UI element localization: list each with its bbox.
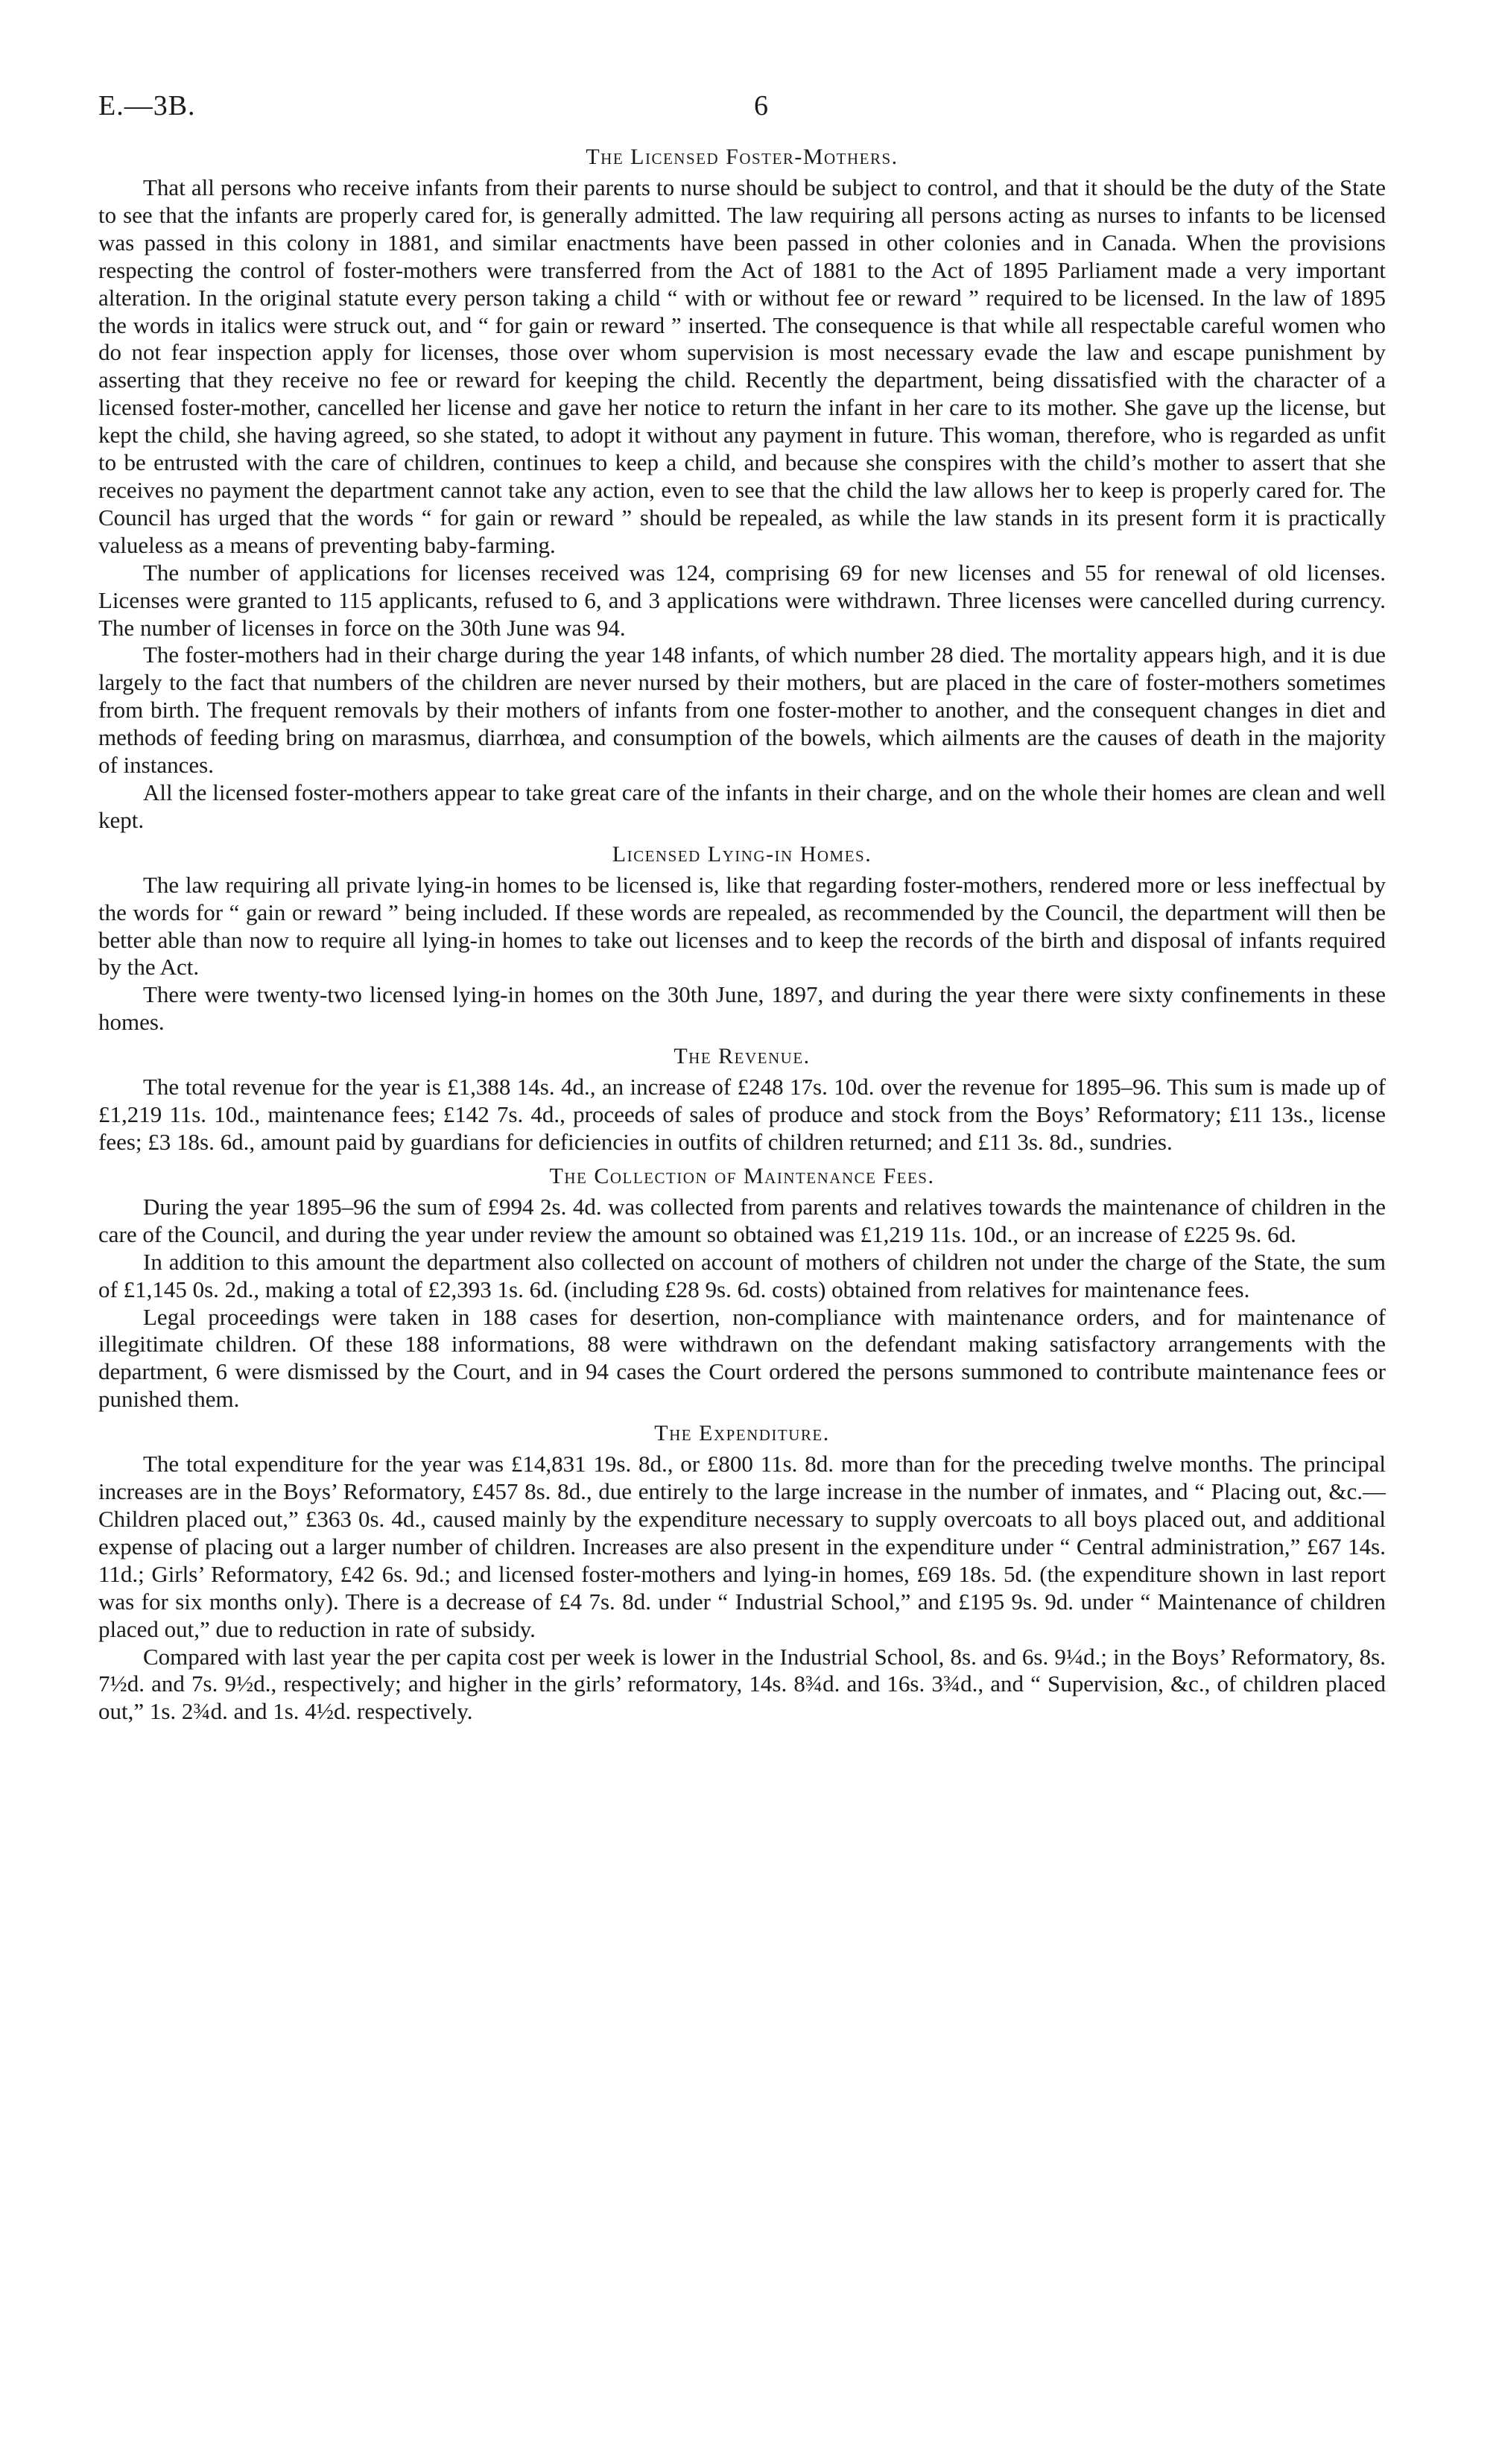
paragraph: The number of applications for licenses received was 124, comprising 69 for new licenses and 55 for renewal of old licenses. Licenses were granted to 115 applicants, refused to 6, and 3 applications were withdrawn. Three licenses were cancelled during currency. The number of licenses in force on the 30th June was 94. [98,559,1386,641]
document-page [98,89,1386,1726]
section-licensed-foster-mothers [98,143,1386,834]
paragraph: The law requiring all private lying-in homes to be licensed is, like that regarding foster-mothers, rendered more or less ineffectual by the words for “ gain or reward ” being included. If these words are repealed, as recommended by the Council, the department will then be better able than now to require all lying-in homes to take out licenses and to keep the records of the birth and disposal of infants required by the Act. [98,871,1386,981]
paragraph: That all persons who receive infants from their parents to nurse should be subject to control, and that it should be the duty of the State to see that the infants are properly cared for, is generally admitted. The law requiring all persons acting as nurses to infants to be licensed was passed in this colony in 1881, and similar enactments have been passed in other colonies and in Canada. When the provisions respecting the control of foster-mothers were transferred from the Act of 1881 to the Act of 1895 Parliament made a very important alteration. In the original statute every person taking a child “ with or without fee or reward ” required to be licensed. In the law of 1895 the words in italics were struck out, and “ for gain or reward ” inserted. The consequence is that while all respectable careful women who do not fear inspection apply for licenses, those over whom supervision is most necessary evade the law and escape punishment by asserting that they receive no fee or reward for keeping the child. Recently the department, being dissatisfied with the character of a licensed foster-mother, cancelled her license and gave her notice to return the infant in her care to its mother. She gave up the license, but kept the child, she having agreed, so she stated, to adopt it without any payment in future. This woman, therefore, who is regarded as unfit to be entrusted with the care of children, continues to keep a child, and because she conspires with the child’s mother to assert that she receives no payment the department cannot take any action, even to see that the child the law allows her to keep is properly cared for. The Council has urged that the words “ for gain or reward ” should be repealed, as while the law stands in its present form it is practically valueless as a means of preventing baby-farming. [98,174,1386,558]
paragraph: During the year 1895–96 the sum of £994 2s. 4d. was collected from parents and relatives towards the maintenance of children in the care of the Council, and during the year under review the amount so obtained was £1,219 11s. 10d., or an increase of £225 9s. 6d. [98,1193,1386,1247]
running-head: E.—3B. [98,90,196,121]
section-heading: The Licensed Foster-Mothers. [586,145,898,169]
paragraph: The total revenue for the year is £1,388 14s. 4d., an increase of £248 17s. 10d. over the revenue for 1895–96. This sum is made up of £1,219 11s. 10d., maintenance fees; £142 7s. 4d., proceeds of sales of produce and stock from the Boys’ Reformatory; £11 13s., license fees; £3 18s. 6d., amount paid by guardians for deficiencies in outfits of children returned; and £11 3s. 8d., sundries. [98,1074,1386,1155]
section-licensed-lying-in-homes [98,840,1386,1036]
section-heading: The Revenue. [673,1044,811,1069]
paragraph: In addition to this amount the department also collected on account of mothers of children not under the charge of the State, the sum of £1,145 0s. 2d., making a total of £2,393 1s. 6d. (including £28 9s. 6d. costs) obtained from relatives for maintenance fees. [98,1248,1386,1302]
section-expenditure [98,1419,1386,1726]
section-collection-of-maintenance-fees [98,1162,1386,1413]
paragraph: Compared with last year the per capita cost per week is lower in the Industrial School, 8s. and 6s. 9¼d.; in the Boys’ Reformatory, 8s. 7½d. and 7s. 9½d., respectively; and higher in the girls’ reformatory, 14s. 8¾d. and 16s. 3¾d., and “ Supervision, &c., of children placed out,” 1s. 2¾d. and 1s. 4½d. respectively. [98,1643,1386,1725]
section-revenue [98,1042,1386,1156]
paragraph: The total expenditure for the year was £14,831 19s. 8d., or £800 11s. 8d. more than for the preceding twelve months. The principal increases are in the Boys’ Reformatory, £457 8s. 8d., due entirely to the large increase in the number of inmates, and “ Placing out, &c.—Children placed out,” £363 0s. 4d., caused mainly by the expenditure necessary to supply overcoats to all boys placed out, and additional expense of placing out a larger number of children. Increases are also present in the expenditure under “ Central administration,” £67 14s. 11d.; Girls’ Reformatory, £42 6s. 9d.; and licensed foster-mothers and lying-in homes, £69 18s. 5d. (the expenditure shown in last report was for six months only). There is a decrease of £4 7s. 8d. under “ Industrial School,” and £195 9s. 9d. under “ Maintenance of children placed out,” due to reduction in rate of subsidy. [98,1451,1386,1642]
page-header [98,89,1386,137]
paragraph: All the licensed foster-mothers appear to take great care of the infants in their charge, and on the whole their homes are clean and well kept. [98,779,1386,833]
section-heading: Licensed Lying-in Homes. [612,841,872,867]
paragraph: The foster-mothers had in their charge during the year 148 infants, of which number 28 died. The mortality appears high, and it is due largely to the fact that numbers of the children are never nursed by their mothers, but are placed in the care of foster-mothers sometimes from birth. The frequent removals by their mothers of infants from one foster-mother to another, and the consequent changes in diet and methods of feeding bring on marasmus, diarrhœa, and consumption of the bowels, which ailments are the causes of death in the majority of instances. [98,642,1386,779]
section-heading: The Expenditure. [654,1421,830,1446]
page-number: 6 [754,90,768,121]
paragraph: Legal proceedings were taken in 188 cases for desertion, non-compliance with maintenance orders, and for maintenance of illegitimate children. Of these 188 informations, 88 were withdrawn on the defendant making satisfactory arrangements with the department, 6 were dismissed by the Court, and in 94 cases the Court ordered the persons summoned to contribute maintenance fees or punished them. [98,1303,1386,1413]
paragraph: There were twenty-two licensed lying-in homes on the 30th June, 1897, and during the year there were sixty confinements in these homes. [98,981,1386,1036]
section-heading: The Collection of Maintenance Fees. [549,1163,935,1188]
